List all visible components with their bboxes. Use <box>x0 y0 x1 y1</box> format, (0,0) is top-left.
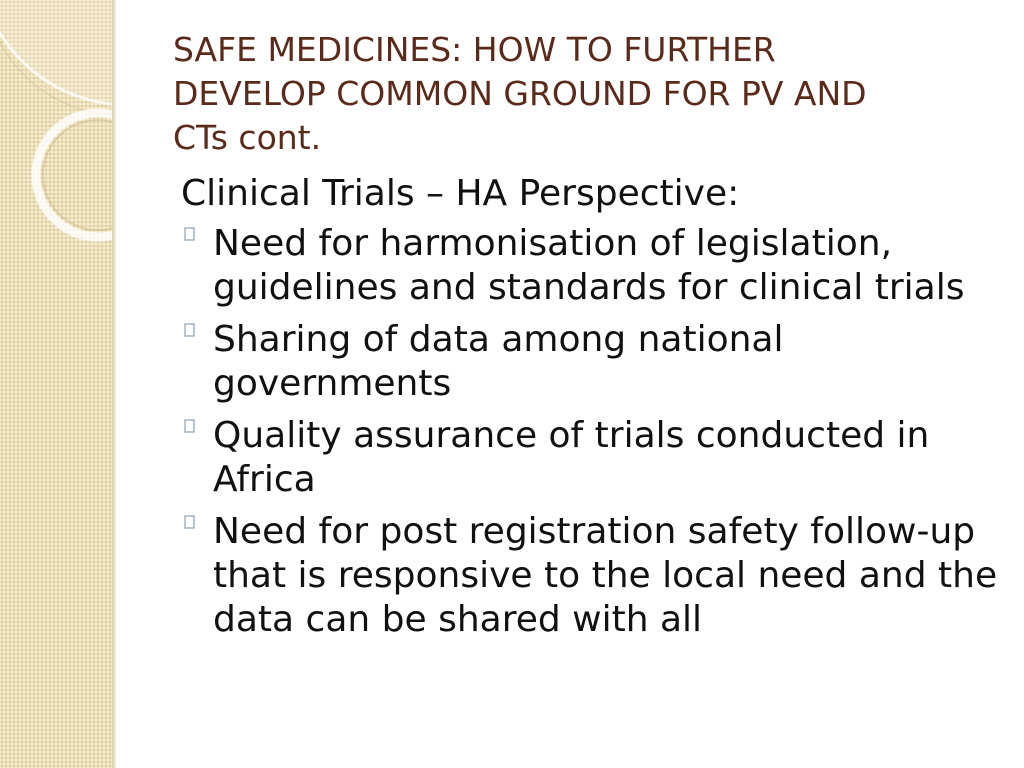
bullet-text: Need for post registration safety follow-up that is responsive to the local need and the data can be shared with all <box>213 511 998 640</box>
bullet-text: Quality assurance of trials conducted in Africa <box>213 415 930 500</box>
bullet-list <box>181 222 1001 650</box>
open-square-bullet-icon <box>184 515 196 530</box>
bullet-text: Need for harmonisation of legislation, guidelines and standards for clinical trials <box>213 223 965 308</box>
bullet-item <box>181 222 1001 310</box>
slide-subtitle: Clinical Trials – HA Perspective: <box>181 173 740 214</box>
open-square-bullet-icon <box>184 419 196 434</box>
open-square-bullet-icon <box>184 227 196 242</box>
slide-title: SAFE MEDICINES: HOW TO FURTHER DEVELOP COMMON GROUND FOR PV AND CTs cont. <box>173 30 867 157</box>
bullet-text: Sharing of data among national governments <box>213 319 784 404</box>
bullet-item <box>181 510 1001 642</box>
bullet-item <box>181 414 1001 502</box>
bullet-item <box>181 318 1001 406</box>
sidebar-divider <box>112 0 116 768</box>
decorative-rings-icon <box>0 0 112 280</box>
open-square-bullet-icon <box>184 323 196 338</box>
decorative-sidebar <box>0 0 112 768</box>
